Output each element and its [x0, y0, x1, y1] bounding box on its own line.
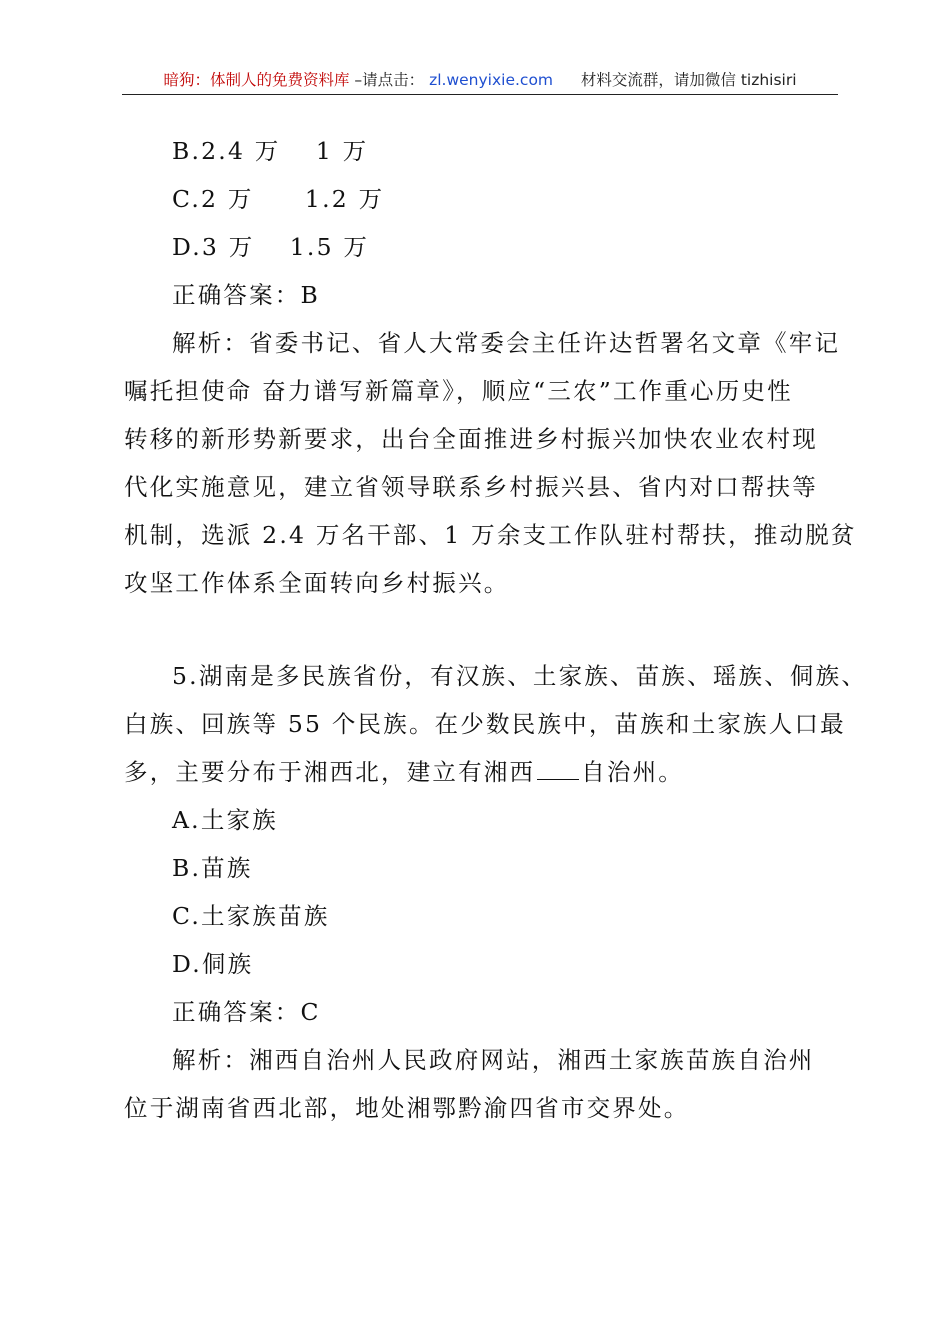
- q4-option-c: C.2 万 1.2 万: [172, 185, 385, 213]
- header-link[interactable]: zl.wenyixie.com: [429, 71, 554, 89]
- q4-option-d: D.3 万 1.5 万: [172, 233, 370, 261]
- q5-analysis-line: 解析：湘西自治州人民政府网站，湘西土家族苗族自治州: [172, 1046, 815, 1074]
- q4-analysis-line: 代化实施意见，建立省领导联系乡村振兴县、省内对口帮扶等: [124, 473, 818, 501]
- q5-stem-text: 多，主要分布于湘西北，建立有湘西: [124, 758, 536, 786]
- q5-answer: 正确答案：C: [172, 998, 321, 1026]
- q4-analysis-line: 攻坚工作体系全面转向乡村振兴。: [124, 569, 510, 597]
- page-header: [122, 68, 838, 95]
- q5-option-b: B.苗族: [172, 854, 253, 882]
- header-wechat: 材料交流群，请加微信 tizhisiri: [580, 71, 797, 89]
- q4-analysis-line: 解析：省委书记、省人大常委会主任许达哲署名文章《牢记: [172, 329, 841, 357]
- q5-stem-line: 5.湖南是多民族省份，有汉族、土家族、苗族、瑶族、侗族、: [172, 662, 868, 690]
- q4-option-b: B.2.4 万 1 万: [172, 137, 369, 165]
- q4-analysis-line: 机制，选派 2.4 万名干部、1 万余支工作队驻村帮扶，推动脱贫: [124, 521, 857, 549]
- header-prompt: –请点击：: [354, 71, 425, 89]
- header-brand: 暗狗：体制人的免费资料库: [163, 71, 350, 89]
- q5-analysis-line: 位于湖南省西北部，地处湘鄂黔渝四省市交界处。: [124, 1094, 690, 1122]
- q5-stem-line: 白族、回族等 55 个民族。在少数民族中，苗族和土家族人口最: [124, 710, 846, 738]
- q5-stem-line: [124, 757, 684, 787]
- q5-stem-text: 自治州。: [581, 758, 685, 786]
- q5-option-d: D.侗族: [172, 950, 254, 978]
- q5-option-a: A.土家族: [172, 806, 278, 834]
- q4-answer: 正确答案：B: [172, 281, 320, 309]
- q5-option-c: C.土家族苗族: [172, 902, 330, 930]
- fill-in-blank: [537, 757, 579, 780]
- q4-analysis-line: 转移的新形势新要求，出台全面推进乡村振兴加快农业农村现: [124, 425, 818, 453]
- q4-analysis-line: 嘱托担使命 奋力谱写新篇章》，顺应“三农”工作重心历史性: [124, 377, 793, 405]
